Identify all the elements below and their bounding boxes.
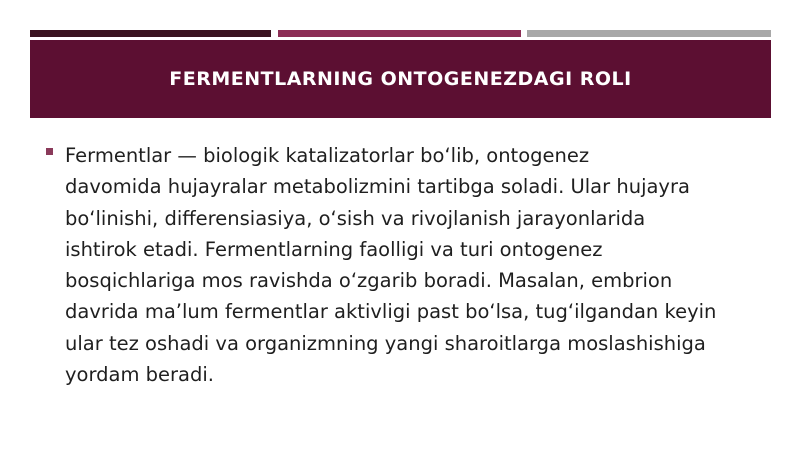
body-line: ishtirok etadi. Fermentlarning faolligi va turi ontogenez <box>65 237 603 261</box>
body-line: bosqichlariga mos ravishda o‘zgarib boradi. Masalan, embrion <box>65 269 673 293</box>
slide-title: FERMENTLARNING ONTOGENEZDAGI ROLI <box>169 68 632 90</box>
body-line: yordam beradi. <box>65 363 215 387</box>
body-line: Fermentlar — biologik katalizatorlar bo‘lib, ontogenez <box>65 144 590 167</box>
body-line: davrida ma’lum fermentlar aktivligi past bo‘lsa, tug‘ilgandan keyin <box>65 300 717 324</box>
body-line: bo‘linishi, differensiasiya, o‘sish va rivojlanish jarayonlarida <box>65 206 646 230</box>
square-bullet-icon <box>46 148 53 155</box>
body-paragraph <box>46 140 776 390</box>
title-band <box>30 40 771 118</box>
top-accent-stripe-mid <box>278 30 521 37</box>
top-accent-stripe-dark <box>30 30 271 37</box>
body-line: davomida hujayralar metabolizmini tartibga soladi. Ular hujayra <box>65 175 690 199</box>
body-line: ular tez oshadi va organizmning yangi sharoitlarga moslashishiga <box>65 331 706 355</box>
slide-content <box>46 140 776 390</box>
top-accent-stripe-light <box>527 30 771 37</box>
